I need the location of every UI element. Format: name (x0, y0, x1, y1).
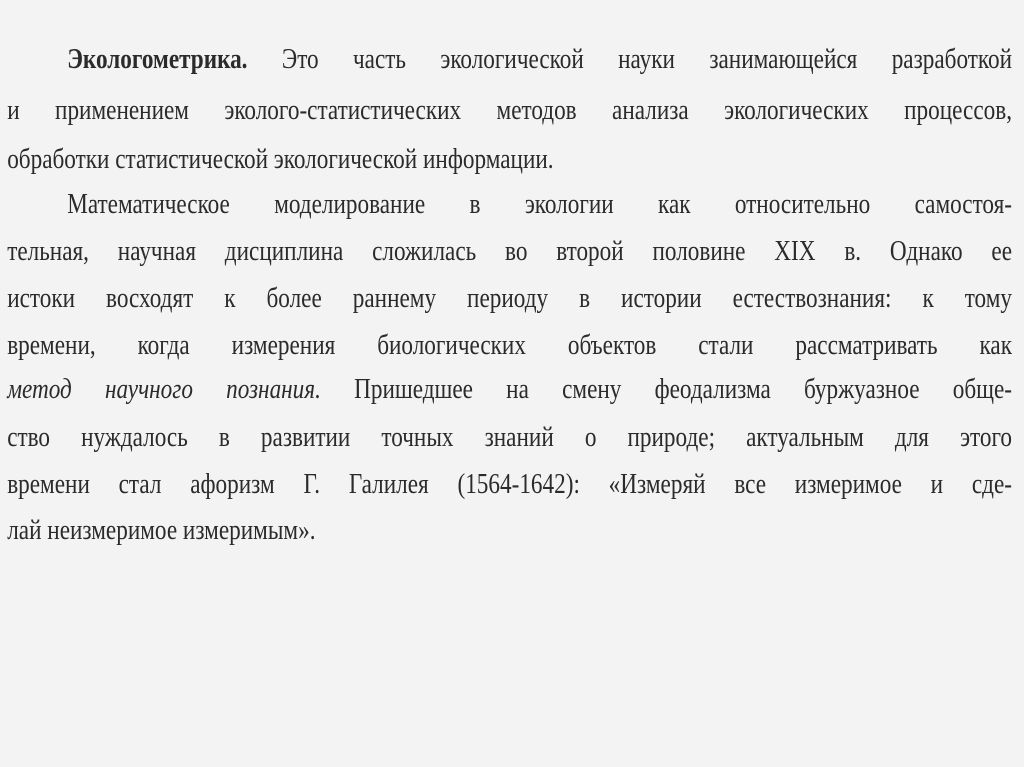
paragraph2-line5-text: Пришедшее на смену феодализма буржуазное обще- (354, 373, 1013, 405)
paragraph1-line2: и применением эколого-статистических методов анализа экологических процессов, (7, 94, 1012, 126)
paragraph1-line1 (67, 45, 1012, 74)
paragraph2-line5 (7, 375, 1012, 404)
paragraph1-line1-text: Это часть экологической науки занимающейся разработкой (281, 43, 1013, 75)
paragraph2-line7: времени стал афоризм Г. Галилея (1564-1642): «Измеряй все измеримое и сде- (7, 468, 1012, 500)
paragraph1-line3: обработки статистической экологической информации. (7, 143, 554, 175)
paragraph2-line1: Математическое моделирование в экологии как относительно самостоя- (67, 188, 1012, 220)
paragraph2-line4: времени, когда измерения биологических объектов стали рассматривать как (7, 329, 1012, 361)
paragraph2-line6: ство нуждалось в развитии точных знаний о природе; актуальным для этого (7, 421, 1012, 453)
term-ecologometrics: Экологометрика. (67, 43, 248, 75)
paragraph2-line3: истоки восходят к более раннему периоду в истории естествознания: к тому (7, 282, 1012, 314)
paragraph2-line2: тельная, научная дисциплина сложилась во второй половине XIX в. Однако ее (7, 235, 1012, 267)
italic-phrase: метод научного познания. (7, 373, 321, 405)
paragraph2-line8: лай неизмеримое измеримым». (7, 514, 316, 546)
